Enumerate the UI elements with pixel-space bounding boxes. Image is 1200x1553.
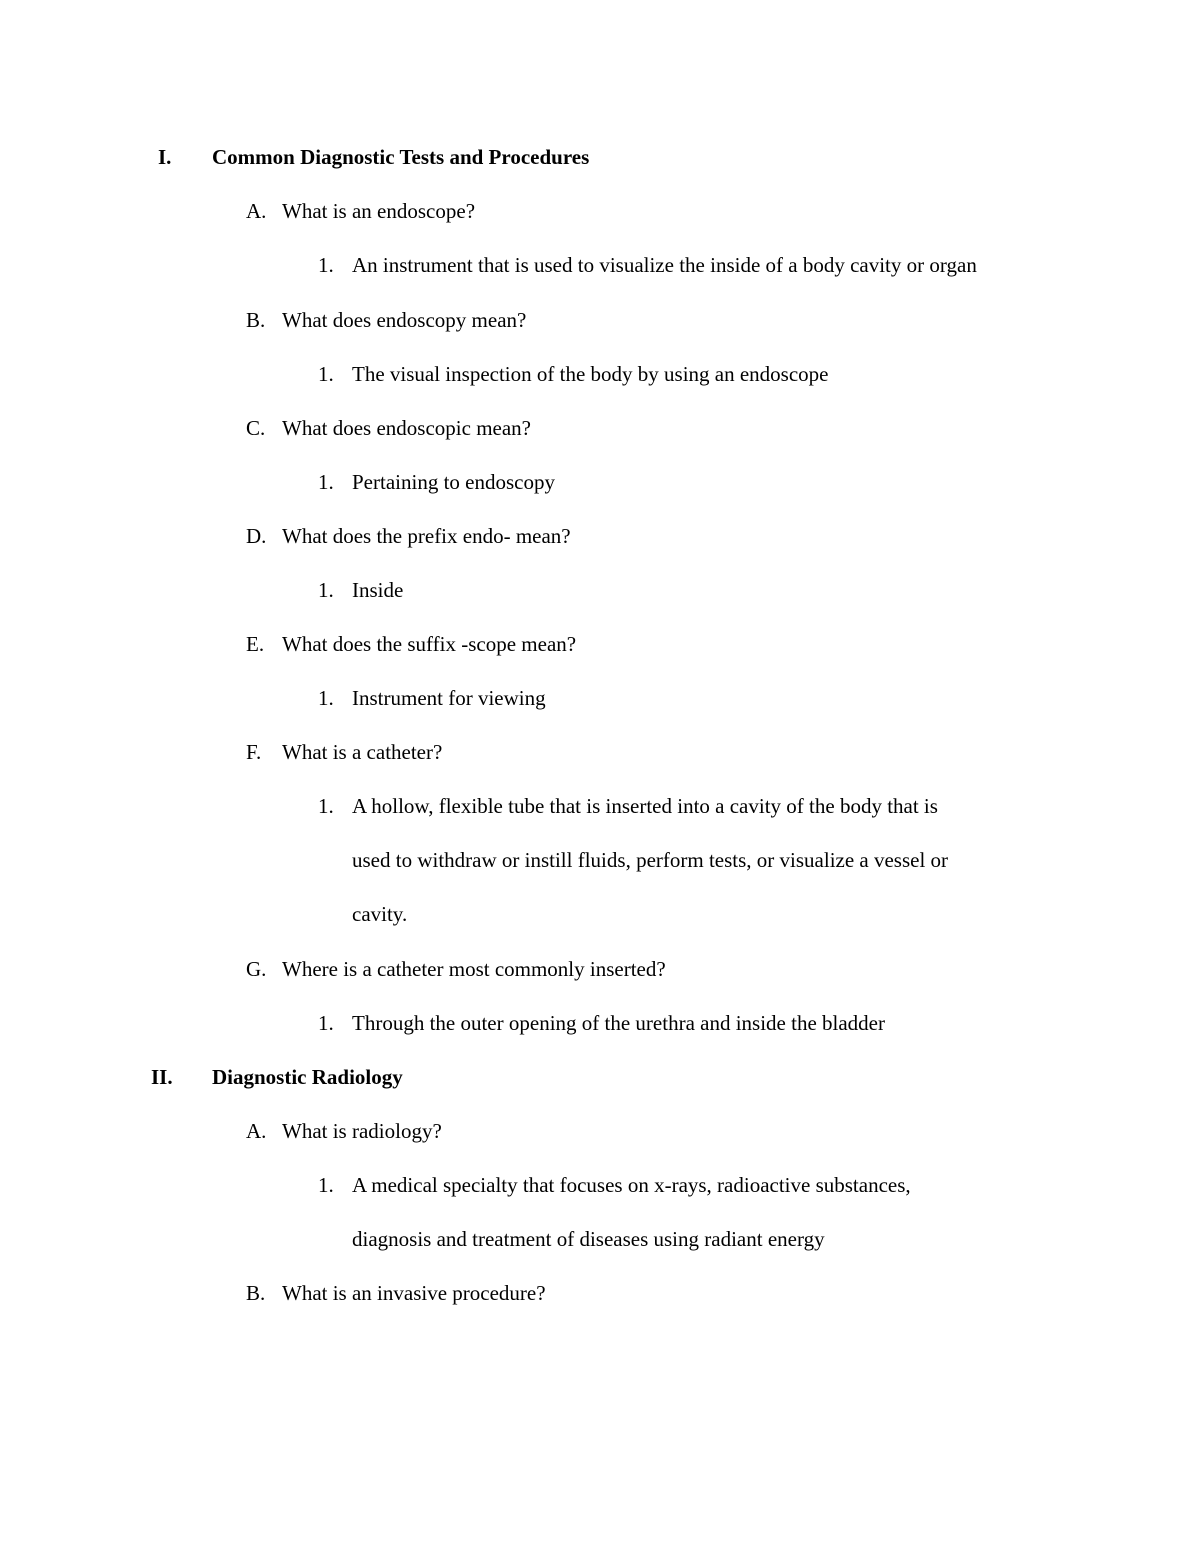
section-numeral: II. — [151, 1065, 173, 1089]
question: What does the prefix endo- mean? — [282, 524, 571, 548]
section-title: Diagnostic Radiology — [212, 1065, 403, 1089]
answer-line: cavity. — [352, 902, 408, 926]
item-letter: B. — [246, 308, 266, 332]
answer-number: 1. — [318, 1011, 334, 1035]
answer-line: Instrument for viewing — [352, 686, 546, 710]
question: What does the suffix -scope mean? — [282, 632, 577, 656]
section-title: Common Diagnostic Tests and Procedures — [212, 145, 590, 169]
question: Where is a catheter most commonly inserted? — [282, 957, 666, 981]
answer-number: 1. — [318, 470, 334, 494]
question: What does endoscopic mean? — [282, 416, 531, 440]
item-letter: F. — [246, 740, 262, 764]
item-letter: D. — [246, 524, 267, 548]
item-letter: C. — [246, 416, 266, 440]
question: What is an endoscope? — [282, 199, 476, 223]
section-numeral: I. — [158, 145, 172, 169]
answer-line: used to withdraw or instill fluids, perform tests, or visualize a vessel or — [352, 848, 949, 872]
item-letter: A. — [246, 199, 267, 223]
question: What is radiology? — [282, 1119, 442, 1143]
answer-line: Pertaining to endoscopy — [352, 470, 555, 494]
answer-number: 1. — [318, 578, 334, 602]
question: What is a catheter? — [282, 740, 443, 764]
answer-number: 1. — [318, 253, 334, 277]
answer-line: Inside — [352, 578, 404, 602]
item-letter: G. — [246, 957, 267, 981]
question: What is an invasive procedure? — [282, 1281, 546, 1305]
answer-line: diagnosis and treatment of diseases using radiant energy — [352, 1227, 825, 1251]
answer-line: An instrument that is used to visualize the inside of a body cavity or organ — [352, 253, 977, 277]
answer-number: 1. — [318, 1173, 334, 1197]
answer-line: A hollow, flexible tube that is inserted into a cavity of the body that is — [352, 794, 938, 818]
answer-line: The visual inspection of the body by using an endoscope — [352, 362, 829, 386]
item-letter: A. — [246, 1119, 267, 1143]
item-letter: E. — [246, 632, 265, 656]
answer-number: 1. — [318, 794, 334, 818]
answer-line: A medical specialty that focuses on x-rays, radioactive substances, — [352, 1173, 911, 1197]
answer-number: 1. — [318, 362, 334, 386]
question: What does endoscopy mean? — [282, 308, 527, 332]
answer-line: Through the outer opening of the urethra and inside the bladder — [352, 1011, 885, 1035]
answer-number: 1. — [318, 686, 334, 710]
item-letter: B. — [246, 1281, 266, 1305]
